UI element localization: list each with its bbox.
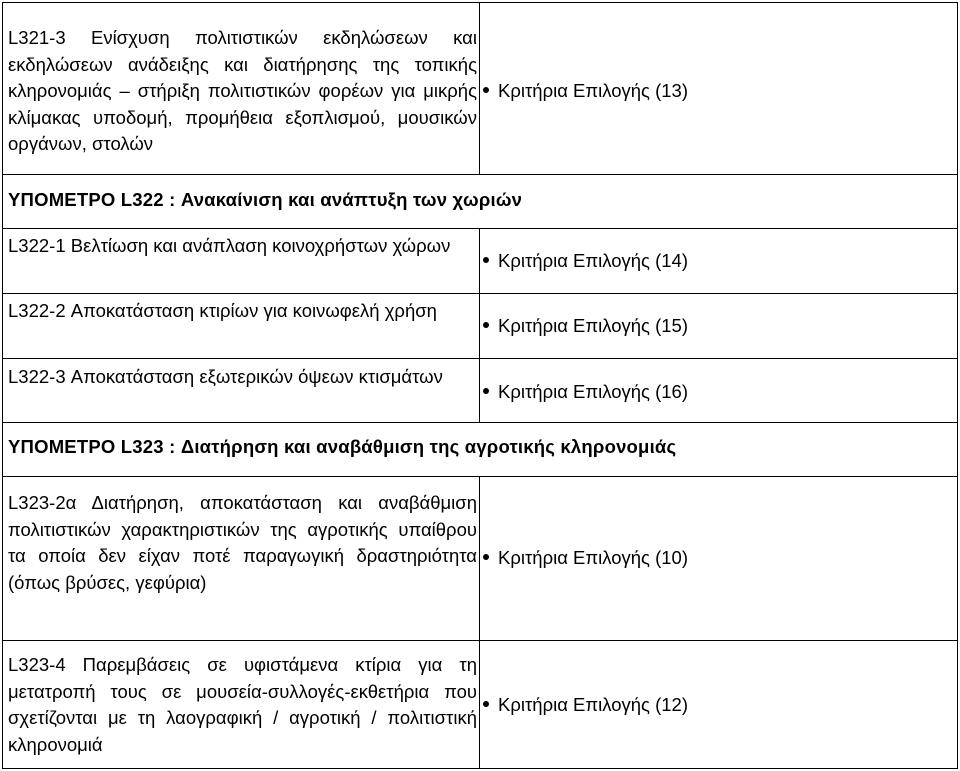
- criteria-l321-3: [483, 80, 688, 102]
- measure-description-l321-3: L321-3 Ενίσχυση πολιτιστικών εκδηλώσεων και εκδηλώσεων ανάδειξης και διατήρησης της τοπικής κληρονομιάς – στήριξη πολιτιστικών φορέων για μικρής κλίμακας υποδομή, προμήθεια εξοπλισμού, μουσικών οργάνων, στολών: [8, 27, 477, 155]
- criteria-label: Κριτήρια Επιλογής (12): [498, 694, 689, 715]
- row-divider: [2, 293, 958, 294]
- criteria-label: Κριτήρια Επιλογής (13): [498, 80, 689, 101]
- criteria-label: Κριτήρια Επιλογής (14): [498, 250, 689, 271]
- criteria-l322-3: [483, 381, 688, 403]
- bullet-icon: [483, 388, 489, 394]
- bullet-icon: [483, 554, 489, 560]
- bullet-icon: [483, 87, 489, 93]
- row-divider: [2, 422, 958, 423]
- bullet-icon: [483, 322, 489, 328]
- row-divider: [2, 640, 958, 641]
- criteria-l323-4: [483, 694, 688, 716]
- submeasure-header-l323: ΥΠΟΜΕΤΡΟ L323 : Διατήρηση και αναβάθμιση της αγροτικής κληρονομιάς: [8, 436, 677, 457]
- measure-description-l322-2: L322-2 Αποκατάσταση κτιρίων για κοινωφελή χρήση: [8, 300, 437, 321]
- submeasure-header-l322: ΥΠΟΜΕΤΡΟ L322 : Ανακαίνιση και ανάπτυξη των χωριών: [8, 189, 523, 210]
- column-divider: [479, 228, 480, 422]
- measure-description-l323-4: L323-4 Παρεμβάσεις σε υφιστάμενα κτίρια για τη μετατροπή τους σε μουσεία-συλλογές-εκθετήρια που σχετίζονται με τη λαογραφική / αγροτική / πολιτιστική κληρονομιά: [8, 654, 477, 755]
- row-divider: [2, 476, 958, 477]
- bullet-icon: [483, 257, 489, 263]
- column-divider: [479, 476, 480, 769]
- criteria-l322-1: [483, 250, 688, 272]
- criteria-l323-2a: [483, 547, 688, 569]
- measure-description-l322-1: L322-1 Βελτίωση και ανάπλαση κοινοχρήστων χώρων: [8, 235, 451, 256]
- row-divider: [2, 174, 958, 175]
- bullet-icon: [483, 701, 489, 707]
- criteria-label: Κριτήρια Επιλογής (10): [498, 547, 689, 568]
- measure-description-l322-3: L322-3 Αποκατάσταση εξωτερικών όψεων κτισμάτων: [8, 366, 443, 387]
- criteria-l322-2: [483, 315, 688, 337]
- row-divider: [2, 228, 958, 229]
- criteria-label: Κριτήρια Επιλογής (15): [498, 315, 689, 336]
- measure-description-l323-2a: L323-2α Διατήρηση, αποκατάσταση και αναβάθμιση πολιτιστικών χαρακτηριστικών της αγροτικής υπαίθρου τα οποία δεν είχαν ποτέ παραγωγική δραστηριότητα (όπως βρύσες, γεφύρια): [8, 492, 477, 593]
- row-divider: [2, 358, 958, 359]
- column-divider: [479, 2, 480, 174]
- criteria-label: Κριτήρια Επιλογής (16): [498, 381, 689, 402]
